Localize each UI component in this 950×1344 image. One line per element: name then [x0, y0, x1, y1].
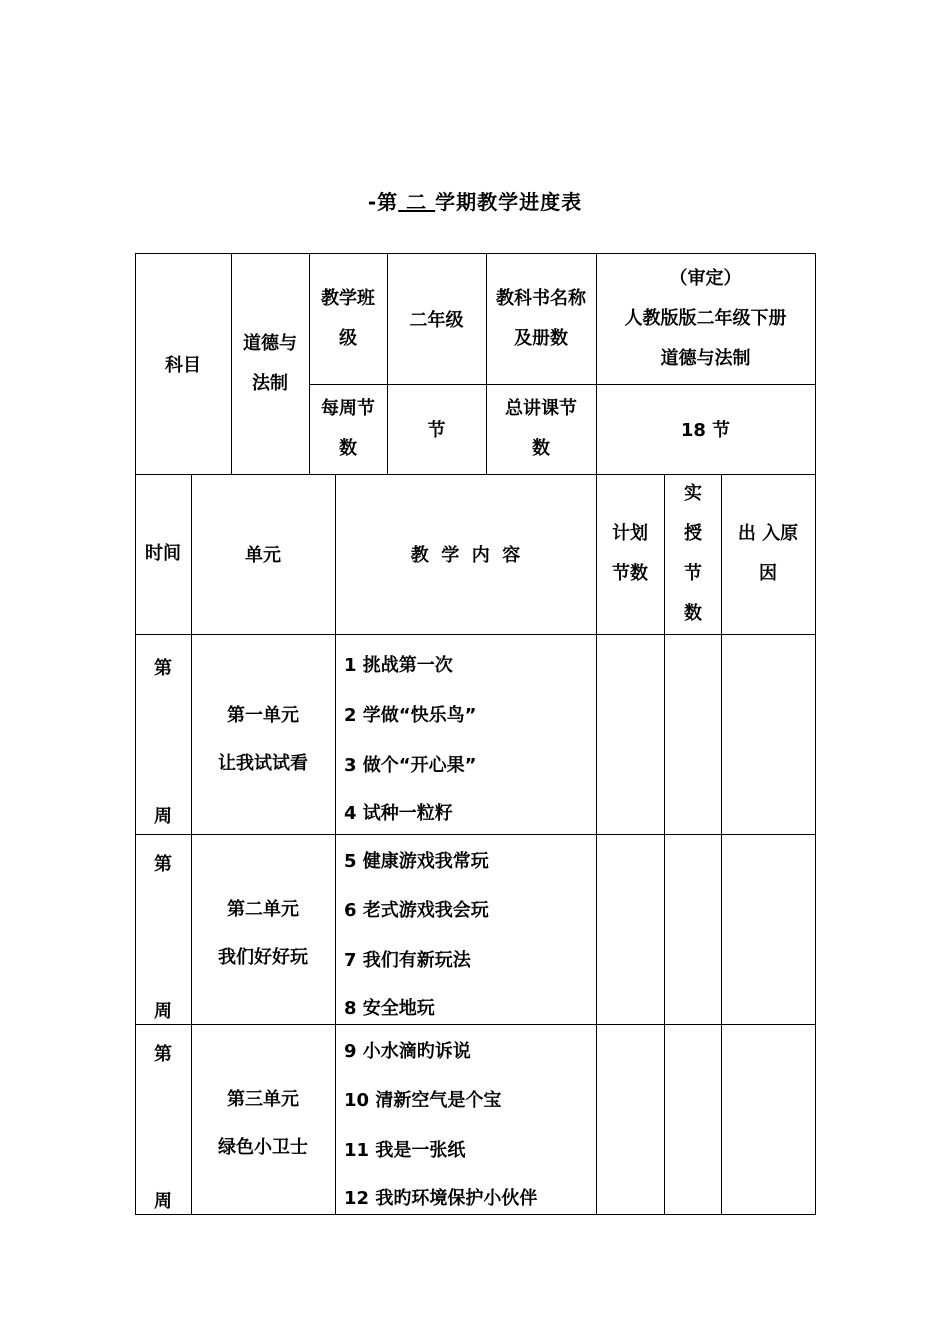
row1-lesson-4: 4 试种一粒籽 [344, 803, 453, 824]
row1-unit-number: 第一单元 [227, 705, 299, 726]
row3-week-top: 第 [154, 1044, 172, 1065]
row3-lesson-2: 10 清新空气是个宝 [344, 1090, 502, 1111]
row3-lesson-4: 12 我旳环境保护小伙伴 [344, 1188, 538, 1209]
subject-value: 道德与法制 [243, 332, 297, 394]
row1-week-bottom: 周 [154, 806, 172, 827]
book-label: 教科书名称及册数 [496, 287, 586, 349]
row3-unit [191, 1076, 335, 1172]
book-value-line1: （审定） [669, 267, 742, 289]
book-value-line2: 人教版版二年级下册 [624, 307, 787, 329]
row2-lesson-1: 5 健康游戏我常玩 [344, 851, 489, 872]
col-actual: 实授节数 [684, 483, 702, 624]
row1-lesson-2: 2 学做“快乐鸟” [344, 705, 477, 726]
book-value [596, 253, 815, 384]
row2-unit [191, 886, 335, 982]
class-label: 教学班级 [321, 287, 375, 349]
title-term: 二 [398, 190, 436, 214]
col-unit: 单元 [245, 545, 281, 566]
col-planned: 计划节数 [612, 523, 648, 584]
row2-week-bottom: 周 [154, 1001, 172, 1022]
book-value-line3: 道德与法制 [660, 347, 751, 369]
row3-unit-title: 绿色小卫士 [218, 1137, 308, 1158]
row1-unit-title: 让我试试看 [218, 753, 308, 774]
total-value: 18 节 [680, 420, 731, 441]
row1-week-top: 第 [154, 658, 172, 679]
row2-unit-title: 我们好好玩 [218, 947, 308, 968]
row3-week-bottom: 周 [154, 1191, 172, 1212]
col-reason: 出 入原 因 [737, 523, 805, 584]
class-value: 二年级 [409, 309, 464, 331]
weekly-label: 每周节数 [321, 398, 375, 459]
row3-unit-number: 第三单元 [227, 1089, 299, 1110]
row3-lesson-1: 9 小水滴旳诉说 [344, 1041, 471, 1062]
title-prefix: -第 [367, 190, 399, 214]
col-time: 时间 [145, 543, 181, 564]
subject-label: 科目 [165, 354, 201, 376]
total-label: 总讲课节数 [505, 398, 577, 459]
col-content: 教 学 内 容 [410, 545, 521, 566]
row2-week-top: 第 [154, 854, 172, 875]
row2-unit-number: 第二单元 [227, 899, 299, 920]
page-title [0, 186, 950, 215]
title-suffix: 学期教学进度表 [435, 190, 583, 214]
row1-unit [191, 692, 335, 788]
row1-lesson-1: 1 挑战第一次 [344, 655, 453, 676]
row3-lesson-3: 11 我是一张纸 [344, 1140, 466, 1161]
weekly-value: 节 [427, 420, 446, 441]
row1-lesson-3: 3 做个“开心果” [344, 755, 477, 776]
row2-lesson-3: 7 我们有新玩法 [344, 950, 471, 971]
row2-lesson-2: 6 老式游戏我会玩 [344, 900, 489, 921]
row2-lesson-4: 8 安全地玩 [344, 998, 435, 1019]
